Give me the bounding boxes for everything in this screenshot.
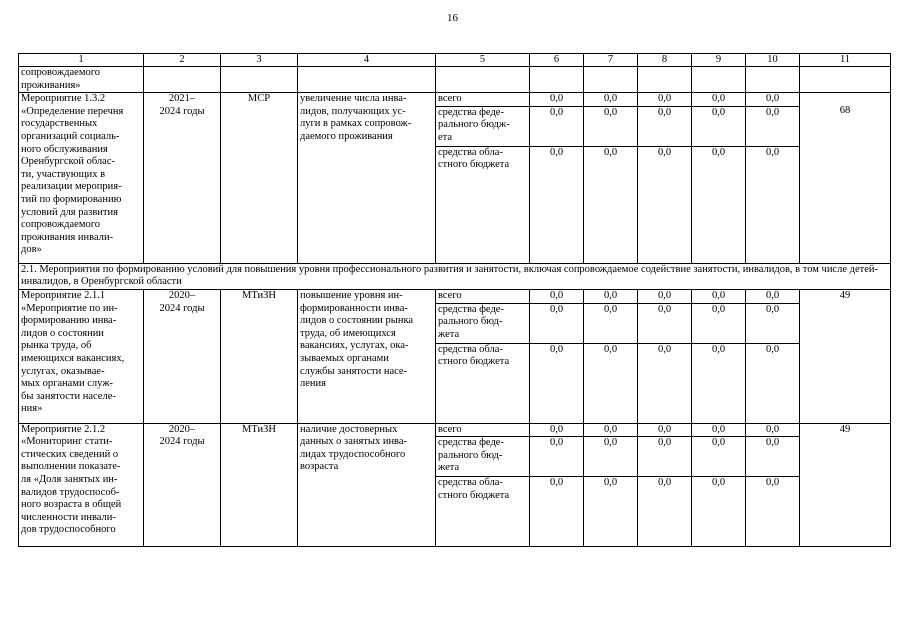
funding-value: 0,0 [638,93,692,107]
funding-value: 0,0 [584,437,638,477]
empty-cell [746,67,800,93]
column-number: 3 [221,54,298,67]
funding-value: 0,0 [746,289,800,303]
funding-value: 0,0 [692,343,746,423]
funding-source-label: всего [436,423,530,437]
funding-value: 0,0 [638,106,692,146]
section-heading-row [19,263,891,289]
measure-name: Мероприятие 2.1.2 «Мониторинг стати- стических сведений о выполнении показате- ля «Доля занятых ин- валидов трудоспособ- ного возраста в общей численности инвали- дов трудоспособного [19,423,144,547]
funding-value: 0,0 [638,303,692,343]
empty-cell [800,67,891,93]
column-number: 11 [800,54,891,67]
column-number: 5 [436,54,530,67]
funding-source-label: средства феде- рального бюд- жета [436,437,530,477]
column-number: 2 [144,54,221,67]
funding-value: 0,0 [692,437,746,477]
column-number: 8 [638,54,692,67]
measure-executor: МТиЗН [221,423,298,547]
funding-value: 0,0 [638,423,692,437]
section-heading: 2.1. Мероприятия по формированию условий для повышения уровня профессионального развития и занятости, включая сопровождаемое содействие занятости, инвалидов, в том числе детей-инвалидов, в Оренбургской области [19,263,891,289]
funding-source-label: всего [436,289,530,303]
empty-cell [221,67,298,93]
empty-cell [436,67,530,93]
funding-value: 0,0 [638,343,692,423]
funding-value: 0,0 [692,477,746,547]
funding-value: 0,0 [584,146,638,263]
empty-cell [638,67,692,93]
funding-value: 0,0 [530,477,584,547]
measure-row [19,289,891,303]
funding-source-label: средства обла- стного бюджета [436,146,530,263]
funding-value: 0,0 [584,289,638,303]
funding-value: 0,0 [638,146,692,263]
funding-value: 0,0 [584,106,638,146]
column-number: 10 [746,54,800,67]
indicator-reference: 49 [800,289,891,423]
funding-value: 0,0 [692,303,746,343]
funding-value: 0,0 [692,106,746,146]
funding-source-label: средства обла- стного бюджета [436,477,530,547]
column-number: 9 [692,54,746,67]
funding-value: 0,0 [584,343,638,423]
measure-executor: МСР [221,93,298,264]
measure-indicator: наличие достоверных данных о занятых инва- лидах трудоспособного возраста [298,423,436,547]
funding-value: 0,0 [692,146,746,263]
funding-value: 0,0 [692,289,746,303]
column-number: 1 [19,54,144,67]
measure-name: Мероприятие 1.3.2 «Определение перечня государственных организаций социаль- ного обслуживания Оренбургской облас- ти, участвующих в реализации мероприя- тий по формированию условий для развития сопровождаемого проживания инвали- дов» [19,93,144,264]
funding-value: 0,0 [530,303,584,343]
funding-value: 0,0 [638,437,692,477]
measure-period: 2021– 2024 годы [144,93,221,264]
funding-value: 0,0 [530,93,584,107]
funding-value: 0,0 [746,93,800,107]
measure-name: Мероприятие 2.1.1 «Мероприятие по ин- формированию инва- лидов о состоянии рынка труда, об имеющихся вакансиях, услугах, оказывае- мых органами служ- бы занятости населе- ния» [19,289,144,423]
measure-executor: МТиЗН [221,289,298,423]
indicator-reference: 68 [800,93,891,264]
funding-value: 0,0 [746,343,800,423]
measure-indicator: повышение уровня ин- формированности инва- лидов о состоянии рынка труда, об имеющихся вакансиях, услугах, ока- зываемых органами службы занятости насе- ления [298,289,436,423]
measure-row [19,93,891,107]
column-number: 6 [530,54,584,67]
funding-value: 0,0 [584,93,638,107]
measure-indicator: увеличение числа инва- лидов, получающих ус- луги в рамках сопровож- даемого проживания [298,93,436,264]
measure-period: 2020– 2024 годы [144,289,221,423]
empty-cell [144,67,221,93]
funding-value: 0,0 [530,289,584,303]
column-number: 7 [584,54,638,67]
funding-value: 0,0 [584,303,638,343]
funding-value: 0,0 [638,289,692,303]
funding-value: 0,0 [530,106,584,146]
funding-source-label: средства феде- рального бюд- жета [436,303,530,343]
funding-value: 0,0 [530,437,584,477]
measure-row [19,423,891,437]
empty-cell [584,67,638,93]
funding-source-label: средства обла- стного бюджета [436,343,530,423]
funding-value: 0,0 [584,423,638,437]
funding-value: 0,0 [584,477,638,547]
funding-source-label: всего [436,93,530,107]
funding-value: 0,0 [530,146,584,263]
empty-cell [530,67,584,93]
funding-value: 0,0 [692,93,746,107]
empty-cell [298,67,436,93]
funding-value: 0,0 [638,477,692,547]
funding-value: 0,0 [746,423,800,437]
funding-value: 0,0 [746,477,800,547]
funding-value: 0,0 [746,437,800,477]
empty-cell [692,67,746,93]
funding-value: 0,0 [746,106,800,146]
funding-value: 0,0 [692,423,746,437]
page-number: 16 [447,12,458,24]
funding-value: 0,0 [530,423,584,437]
indicator-reference: 49 [800,423,891,547]
funding-source-label: средства феде- рального бюдж- ета [436,106,530,146]
column-number: 4 [298,54,436,67]
carry-over-text: сопровождаемого проживания» [19,67,144,93]
program-table [18,53,891,547]
carry-over-row [19,67,891,93]
measure-period: 2020– 2024 годы [144,423,221,547]
column-number-row [19,54,891,67]
funding-value: 0,0 [530,343,584,423]
funding-value: 0,0 [746,303,800,343]
funding-value: 0,0 [746,146,800,263]
